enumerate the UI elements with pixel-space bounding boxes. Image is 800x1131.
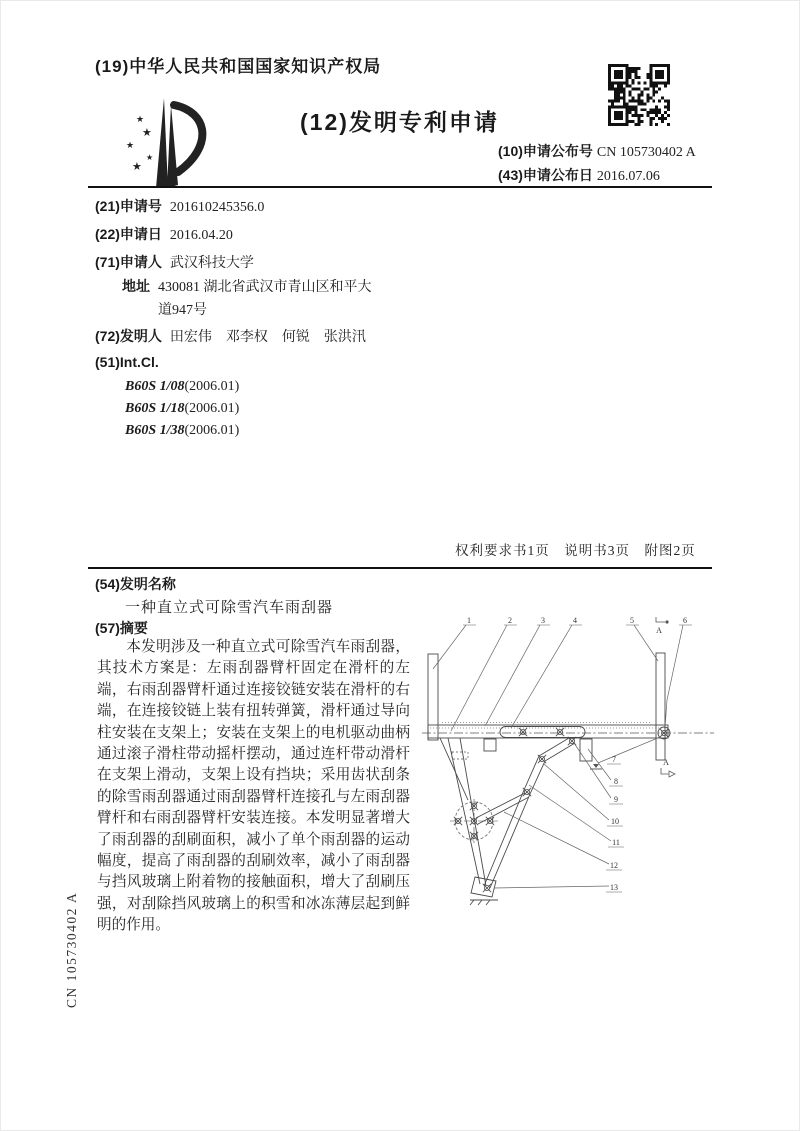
- body-divider: [88, 567, 712, 569]
- publication-date-row: [498, 165, 660, 185]
- intcl-label: (51)Int.Cl.: [95, 354, 159, 370]
- applicant-row: [95, 252, 254, 272]
- invention-title-label: (54)发明名称: [95, 576, 176, 592]
- issuing-office: (19)中华人民共和国国家知识产权局: [95, 57, 382, 76]
- pivot-bolts: [454, 728, 668, 892]
- part-label-4: 4: [573, 616, 577, 625]
- leader-lines: [433, 625, 683, 888]
- intcl-code: B60S 1/18: [125, 401, 185, 416]
- application-date-row: [95, 224, 233, 244]
- patent-drawing: [420, 612, 720, 912]
- view-arrow-label: A: [656, 626, 662, 635]
- part-label-13: 13: [610, 883, 618, 892]
- address-line1: 430081 湖北省武汉市青山区和平大: [158, 280, 372, 295]
- abstract-label: (57)摘要: [95, 620, 148, 636]
- publication-number-value: CN 105730402 A: [596, 145, 696, 160]
- abstract-text: 本发明涉及一种直立式可除雪汽车雨刮器，其技术方案是：左雨刮器臂杆固定在滑杆的左端，右雨刮器臂杆通过连接铰链安装在滑杆的右端，在连接铰链上装有扭转弹簧，滑杆通过导向柱安装在支架上；安装在支架上的电机驱动曲柄通过滚子滑柱带动摇杆摆动，通过连杆带动滑杆在支架上滑动，支架上设有挡块；采用齿状刮条的除雪雨刮器通过雨刮器臂杆连接孔与左雨刮器臂杆和右雨刮器臂杆安装连接。本发明显著增大了雨刮器的刮刷面积，减小了单个雨刮器的运动幅度，提高了雨刮器的刮刷效率，减小了雨刮器与挡风玻璃上附着物的接触面积，增大了刮刷压强，对刮除挡风玻璃上的积雪和冰冻薄层起到鲜明的作用。: [97, 639, 410, 934]
- intcl-entry: [125, 423, 239, 439]
- part-label-2: 2: [508, 616, 512, 625]
- view-arrow-label: A: [663, 758, 669, 767]
- part-label-11: 11: [612, 838, 620, 847]
- view-arrow-a-top: [656, 617, 669, 635]
- inventors-label: (72)发明人: [95, 328, 162, 344]
- document-type: (12)发明专利申请: [300, 109, 499, 135]
- qr-code: [608, 64, 670, 126]
- svg-text:★: ★: [146, 153, 154, 162]
- part-label-10: 10: [611, 817, 619, 826]
- publication-number-row: [498, 141, 696, 161]
- part-number-labels: [467, 616, 687, 892]
- svg-text:★: ★: [142, 127, 152, 139]
- intcl-entry: [125, 401, 239, 417]
- publication-date-value: 2016.07.06: [596, 169, 660, 184]
- invention-title: 一种直立式可除雪汽车雨刮器: [125, 600, 334, 616]
- intcl-code: B60S 1/08: [125, 379, 185, 394]
- part-label-1: 1: [467, 616, 471, 625]
- intcl-code: B60S 1/38: [125, 423, 185, 438]
- header-divider: [88, 186, 712, 188]
- wiper-mechanism-lines: [422, 653, 714, 905]
- intcl-version: (2006.01): [184, 423, 240, 438]
- part-label-3: 3: [541, 616, 545, 625]
- application-number-value: 201610245356.0: [169, 200, 265, 215]
- applicant-value: 武汉科技大学: [169, 256, 254, 271]
- intcl-entry: [125, 379, 239, 395]
- svg-text:★: ★: [126, 140, 135, 150]
- pages-summary: 权利要求书1页 说明书3页 附图2页: [455, 543, 696, 558]
- application-date-label: (22)申请日: [95, 226, 162, 242]
- side-publication-code: CN 105730402 A: [64, 891, 79, 1008]
- applicant-label: (71)申请人: [95, 254, 162, 270]
- part-label-7: 7: [612, 755, 616, 764]
- part-label-9: 9: [614, 795, 618, 804]
- inventors-row: [95, 326, 366, 346]
- intcl-row: [95, 354, 167, 372]
- address-row: [122, 276, 372, 296]
- application-number-row: [95, 196, 264, 216]
- sipo-logo-icon: [112, 92, 237, 200]
- part-label-6: 6: [683, 616, 687, 625]
- inventors-value: 田宏伟 邓李权 何锐 张洪汛: [169, 330, 366, 345]
- application-date-value: 2016.04.20: [169, 228, 233, 243]
- intcl-version: (2006.01): [184, 401, 240, 416]
- view-arrow-a-bottom: [661, 758, 675, 777]
- intcl-version: (2006.01): [184, 379, 240, 394]
- publication-date-label: (43)申请公布日: [498, 167, 593, 183]
- part-label-5: 5: [630, 616, 634, 625]
- svg-text:★: ★: [136, 114, 145, 124]
- address-line2: 道947号: [158, 303, 207, 318]
- application-number-label: (21)申请号: [95, 198, 162, 214]
- publication-number-label: (10)申请公布号: [498, 143, 593, 159]
- label-underlines: [463, 625, 692, 892]
- part-label-8: 8: [614, 777, 618, 786]
- svg-text:★: ★: [132, 161, 142, 173]
- address-label: 地址: [122, 278, 150, 294]
- part-label-12: 12: [610, 861, 618, 870]
